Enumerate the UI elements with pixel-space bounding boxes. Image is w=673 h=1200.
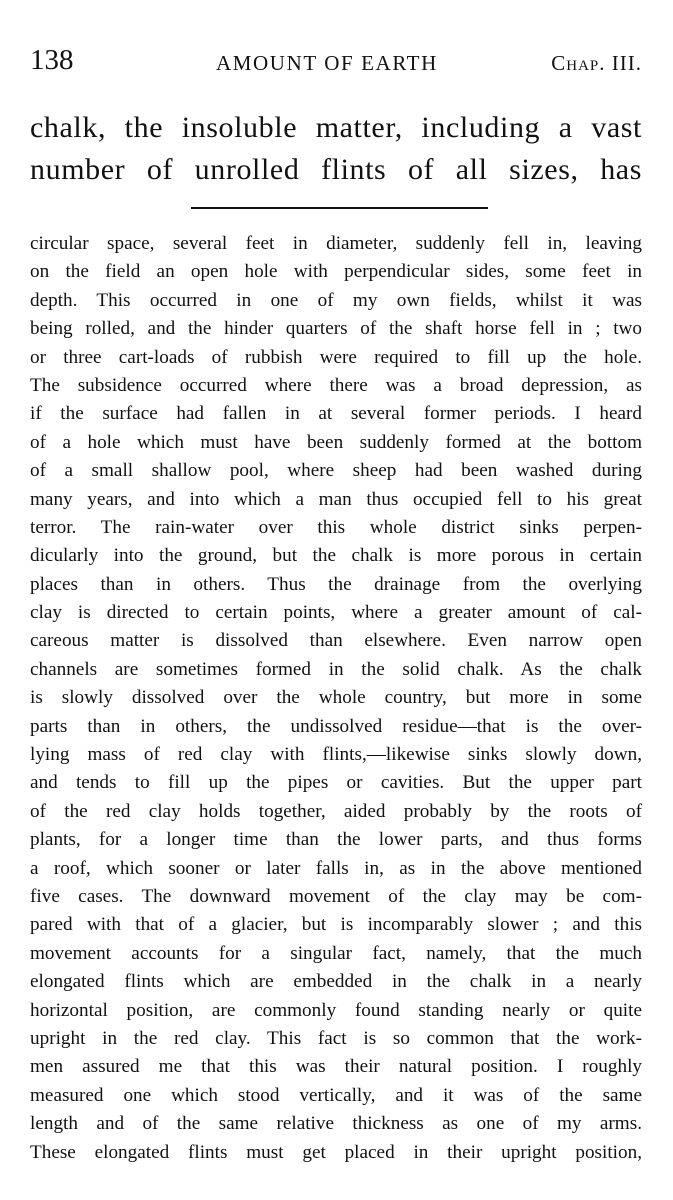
text-line: movement accounts for a singular fact, namely, that the much (30, 942, 642, 964)
text-line: or three cart-loads of rubbish were required to fill up the hole. (30, 346, 642, 368)
text-line: These elongated flints must get placed in their upright position, (30, 1141, 642, 1163)
text-line: on the field an open hole with perpendicular sides, some feet in (30, 261, 642, 283)
running-title: AMOUNT OF EARTH (216, 51, 438, 75)
text-line: and tends to fill up the pipes or cavities. But the upper part (30, 772, 642, 794)
text-line: many years, and into which a man thus occupied fell to his great (30, 488, 642, 510)
text-line: upright in the red clay. This fact is so common that the work- (30, 1027, 642, 1049)
text-line: clay is directed to certain points, where a greater amount of cal- (30, 602, 642, 624)
chapter-label: Chap. III. (551, 51, 642, 75)
text-line: being rolled, and the hinder quarters of the shaft horse fell in ; two (30, 318, 642, 340)
text-line: places than in others. Thus the drainage from the overlying (30, 573, 642, 595)
text-line: The subsidence occurred where there was a broad depression, as (30, 374, 642, 396)
text-line: measured one which stood vertically, and it was of the same (30, 1084, 642, 1106)
body-text (30, 230, 642, 1167)
text-line: length and of the same relative thickness as one of my arms. (30, 1113, 642, 1135)
text-line: of a hole which must have been suddenly formed at the bottom (30, 431, 642, 453)
text-line: terror. The rain-water over this whole district sinks perpen- (30, 516, 642, 538)
page-number: 138 (30, 44, 74, 76)
text-line: depth. This occurred in one of my own fields, whilst it was (30, 289, 642, 311)
leadin-line: chalk, the insoluble matter, including a vast (30, 111, 642, 144)
text-line: careous matter is dissolved than elsewhere. Even narrow open (30, 630, 642, 652)
text-line: pared with that of a glacier, but is incomparably slower ; and this (30, 914, 642, 936)
running-head (30, 44, 642, 84)
text-line: channels are sometimes formed in the solid chalk. As the chalk (30, 658, 642, 680)
section-divider (191, 207, 488, 209)
text-line: five cases. The downward movement of the clay may be com- (30, 885, 642, 907)
leadin-line: number of unrolled flints of all sizes, has (30, 153, 642, 186)
text-line: of a small shallow pool, where sheep had been washed during (30, 460, 642, 482)
text-line: men assured me that this was their natural position. I roughly (30, 1056, 642, 1078)
text-line: of the red clay holds together, aided probably by the roots of (30, 800, 642, 822)
text-line: parts than in others, the undissolved residue—that is the over- (30, 715, 642, 737)
text-line: if the surface had fallen in at several former periods. I heard (30, 403, 642, 425)
text-line: is slowly dissolved over the whole country, but more in some (30, 687, 642, 709)
text-line: elongated flints which are embedded in the chalk in a nearly (30, 971, 642, 993)
text-line: horizontal position, are commonly found standing nearly or quite (30, 999, 642, 1021)
text-line: dicularly into the ground, but the chalk is more porous in certain (30, 545, 642, 567)
text-line: circular space, several feet in diameter, suddenly fell in, leaving (30, 233, 642, 254)
text-line: lying mass of red clay with flints,—likewise sinks slowly down, (30, 744, 642, 766)
text-line: a roof, which sooner or later falls in, as in the above mentioned (30, 857, 642, 879)
text-line: plants, for a longer time than the lower parts, and thus forms (30, 829, 642, 851)
